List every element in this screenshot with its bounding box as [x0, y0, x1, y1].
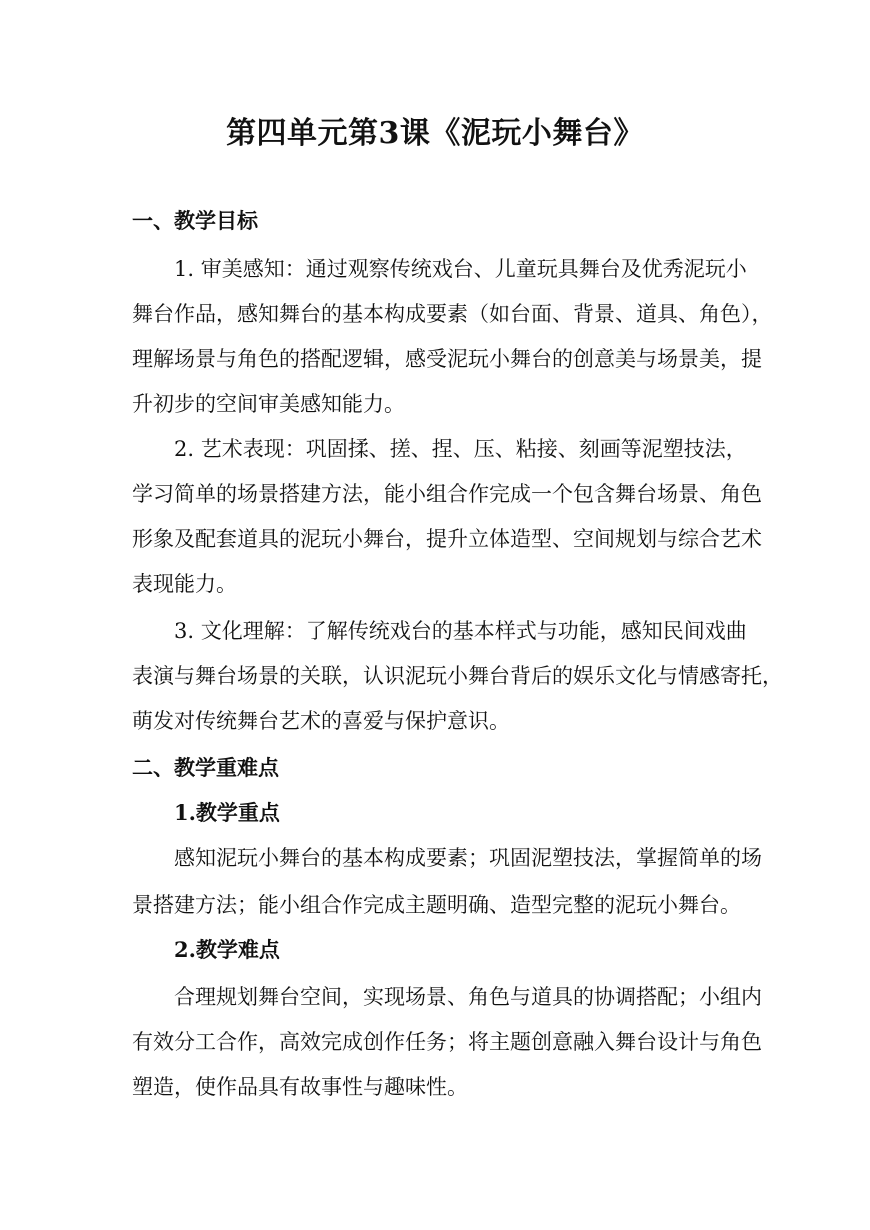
- key-point-line-1: 感知泥玩小舞台的基本构成要素；巩固泥塑技法，掌握简单的场: [174, 846, 762, 870]
- objective-2-line-4: 表现能力。: [132, 572, 237, 596]
- subheading-difficulty: 2.教学难点: [174, 937, 280, 962]
- key-point-line-2: 景搭建方法；能小组合作完成主题明确、造型完整的泥玩小舞台。: [132, 893, 741, 917]
- section-heading-objectives: 一、教学目标: [132, 208, 258, 233]
- difficulty-line-1: 合理规划舞台空间，实现场景、角色与道具的协调搭配；小组内: [174, 985, 762, 1009]
- objective-1-line-1: 1. 审美感知：通过观察传统戏台、儿童玩具舞台及优秀泥玩小: [174, 257, 747, 281]
- objective-3-line-1: 3. 文化理解：了解传统戏台的基本样式与功能，感知民间戏曲: [174, 619, 747, 643]
- subheading-key-point: 1.教学重点: [174, 800, 280, 825]
- objective-2-line-3: 形象及配套道具的泥玩小舞台，提升立体造型、空间规划与综合艺术: [132, 527, 762, 551]
- objective-2-line-2: 学习简单的场景搭建方法，能小组合作完成一个包含舞台场景、角色: [132, 482, 762, 506]
- difficulty-line-2: 有效分工合作，高效完成创作任务；将主题创意融入舞台设计与角色: [132, 1030, 762, 1054]
- objective-1-line-3: 理解场景与角色的搭配逻辑，感受泥玩小舞台的创意美与场景美，提: [132, 347, 762, 371]
- objective-1-line-4: 升初步的空间审美感知能力。: [132, 392, 405, 416]
- page-title: 第四单元第3课《泥玩小舞台》: [226, 116, 644, 151]
- objective-3-line-2: 表演与舞台场景的关联，认识泥玩小舞台背后的娱乐文化与情感寄托，: [132, 664, 783, 688]
- difficulty-line-3: 塑造，使作品具有故事性与趣味性。: [132, 1075, 468, 1099]
- section-heading-key-points: 二、教学重难点: [132, 755, 279, 780]
- objective-2-line-1: 2. 艺术表现：巩固揉、搓、捏、压、粘接、刻画等泥塑技法，: [174, 437, 747, 461]
- objective-1-line-2: 舞台作品，感知舞台的基本构成要素（如台面、背景、道具、角色），: [132, 302, 773, 326]
- objective-3-line-3: 萌发对传统舞台艺术的喜爱与保护意识。: [132, 709, 510, 733]
